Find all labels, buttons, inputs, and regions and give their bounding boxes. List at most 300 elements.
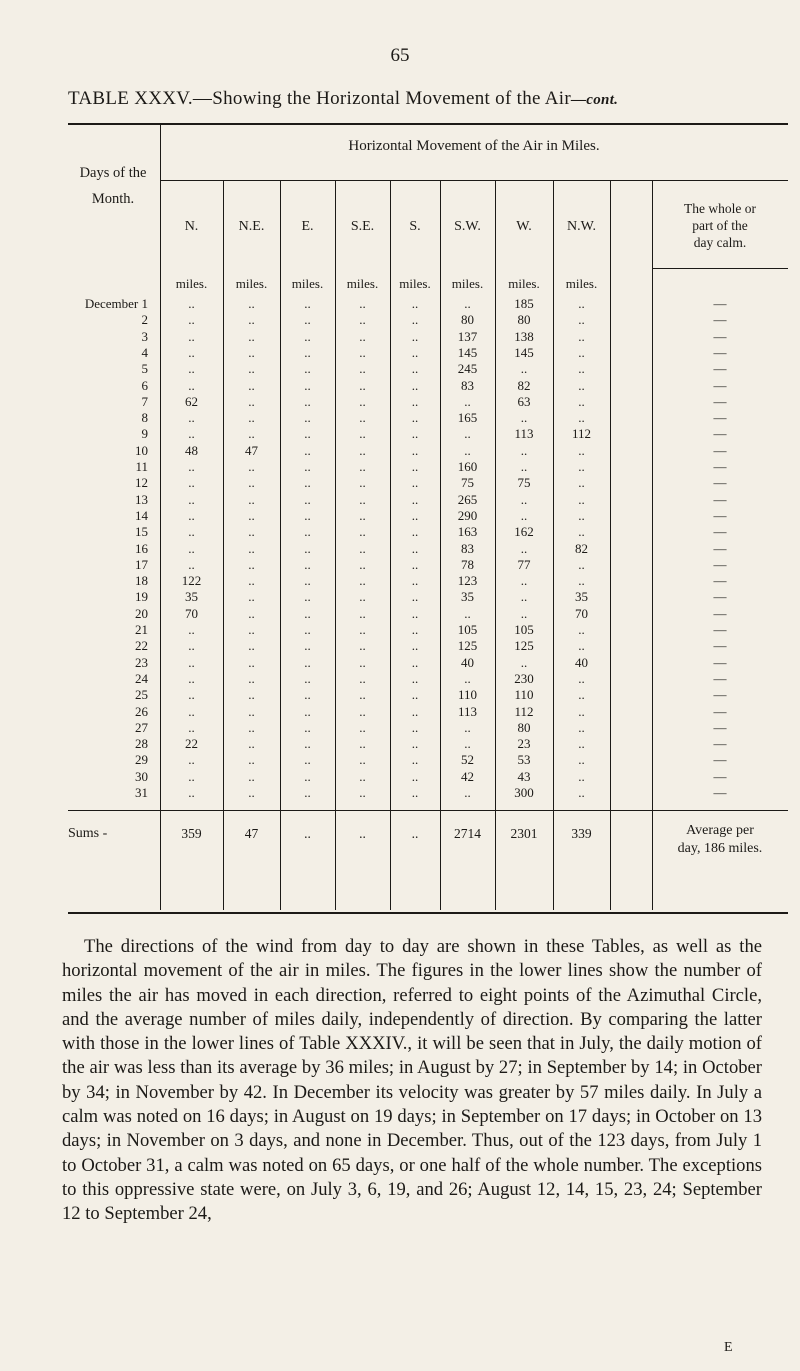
row-cell: .. [411,524,419,540]
row-cell: 105 [457,622,478,637]
row-cell: .. [411,670,419,686]
group-header: Horizontal Movement of the Air in Miles. [348,138,600,154]
row-day: 14 [135,507,148,523]
row-calm: — [713,507,727,523]
unit-label: miles. [235,276,268,291]
row-cell: .. [578,703,585,719]
row-cell: .. [359,312,366,328]
row-day: 23 [135,654,148,670]
column-header: S.E. [350,219,375,234]
row-cell: 70 [185,605,198,621]
row-cell: .. [411,654,419,670]
row-day: 6 [141,377,148,393]
row-cell: 138 [514,328,534,344]
row-cell: 62 [185,393,198,409]
average-line2: day, 186 miles. [677,841,763,856]
calm-header-rule [652,268,788,269]
row-cell: .. [248,638,255,654]
row-calm: — [713,524,727,540]
row-cell: .. [359,328,366,344]
row-day: 30 [135,768,148,784]
row-day: 22 [135,638,148,654]
row-cell: .. [304,410,311,426]
row-cell: .. [304,605,311,621]
row-cell: .. [578,442,585,458]
row-cell: 110 [457,687,478,703]
unit-label: miles. [451,276,484,291]
row-cell: .. [359,589,366,605]
row-cell: .. [359,556,366,572]
row-cell: 137 [457,328,478,344]
row-calm: — [713,605,727,621]
row-cell: .. [188,344,195,360]
row-calm: — [713,752,727,768]
sum-cell: 2714 [454,826,481,841]
row-cell: .. [411,736,419,752]
row-cell: .. [359,785,366,800]
row-cell: .. [248,344,255,360]
row-cell: .. [248,328,255,344]
row-cell: .. [359,344,366,360]
row-calm: — [713,393,727,409]
row-cell: 230 [514,670,534,686]
row-calm: — [713,312,727,328]
row-day: 4 [141,344,148,360]
calm-header [652,200,788,251]
row-cell: .. [578,361,585,377]
row-cell: .. [578,752,585,768]
unit-label: miles. [565,276,598,291]
row-cell: 82 [575,540,588,556]
unit-label: miles. [175,276,208,291]
row-cell: .. [411,296,419,311]
row-calm: — [713,459,727,474]
row-day: 17 [135,556,148,572]
row-cell: .. [578,377,585,393]
row-cell: 80 [517,719,531,735]
column-divider [610,180,611,910]
row-cell: .. [411,605,419,621]
row-cell: .. [411,491,419,507]
row-cell: 43 [517,768,531,784]
row-cell: .. [578,507,585,523]
row-cell: .. [304,426,311,442]
row-cell: .. [359,540,366,556]
row-calm: — [713,491,727,507]
unit-label: miles. [399,276,431,291]
row-cell: .. [520,459,528,474]
row-cell: 42 [461,768,474,784]
row-cell: .. [359,573,366,589]
column-header: N.W. [566,219,597,234]
row-cell: .. [304,361,311,377]
row-cell: 123 [457,573,478,589]
row-cell: 113 [457,703,478,719]
row-calm: — [713,344,727,360]
row-cell: .. [248,573,255,589]
row-cell: 145 [514,344,534,360]
row-cell: .. [188,622,195,637]
sums-rule [68,810,788,811]
row-calm: — [713,442,727,458]
row-cell: .. [578,344,585,360]
row-cell: .. [578,556,585,572]
row-cell: .. [464,719,471,735]
calm-header-line2: part of the [692,218,748,233]
row-cell: .. [188,670,195,686]
row-cell: 70 [575,605,588,621]
row-day: 29 [135,752,148,768]
row-cell: .. [188,296,195,311]
row-cell: .. [411,752,419,768]
row-calm: — [713,638,727,654]
row-cell: .. [464,736,471,752]
sum-cell: .. [304,826,311,841]
row-cell: .. [359,507,366,523]
row-cell: .. [578,524,585,540]
row-cell: .. [248,622,255,637]
row-cell: .. [248,703,255,719]
row-day: 12 [135,475,148,491]
body-text [62,935,762,1227]
sum-cell: 47 [244,826,259,841]
row-cell: .. [520,573,528,589]
row-cell: 110 [514,687,534,703]
row-cell: .. [304,393,311,409]
row-cell: .. [578,475,585,491]
row-cell: .. [359,426,366,442]
row-cell: .. [359,622,366,637]
row-cell: .. [411,785,419,800]
row-cell: .. [520,540,528,556]
column-header: N.E. [238,219,265,234]
row-cell: .. [520,442,528,458]
row-cell: 300 [514,785,534,800]
unit-label: miles. [291,276,324,291]
row-cell: .. [248,361,255,377]
row-cell: .. [248,296,255,311]
row-day: 25 [135,687,148,703]
row-cell: .. [359,719,366,735]
row-cell: .. [248,670,255,686]
row-header-line2: Month. [91,191,135,207]
row-cell: .. [248,687,255,703]
row-header-line1: Days of the [79,165,147,181]
row-cell: .. [411,768,419,784]
row-cell: .. [304,491,311,507]
row-cell: .. [304,344,311,360]
row-cell: .. [304,573,311,589]
row-calm: — [713,296,727,311]
row-cell: .. [359,410,366,426]
row-cell: .. [411,361,419,377]
row-cell: .. [304,475,311,491]
page-number: 65 [390,45,410,66]
row-cell: 40 [575,654,588,670]
row-cell: .. [359,654,366,670]
row-cell: 163 [457,524,478,540]
row-calm: — [713,328,727,344]
unit-label: miles. [346,276,379,291]
row-calm: — [713,589,727,605]
row-cell: .. [248,507,255,523]
row-cell: .. [188,507,195,523]
row-cell: .. [411,312,419,328]
row-cell: .. [248,524,255,540]
row-cell: .. [248,589,255,605]
row-cell: .. [359,491,366,507]
row-cell: 75 [461,475,474,491]
row-cell: .. [359,296,366,311]
row-cell: .. [188,540,195,556]
row-cell: .. [188,491,195,507]
row-cell: .. [188,524,195,540]
row-day: December 1 [84,296,148,311]
row-cell: .. [359,442,366,458]
row-day: 5 [141,361,148,377]
column-header: E. [301,219,314,234]
row-day: 3 [141,328,148,344]
row-cell: 23 [517,736,531,752]
row-calm: — [713,426,727,442]
row-cell: .. [304,752,311,768]
row-cell: 83 [461,377,474,393]
row-cell: 125 [457,638,478,654]
row-cell: 160 [457,459,478,474]
row-cell: .. [359,377,366,393]
row-day: 9 [141,426,148,442]
sum-cell: 2301 [510,826,538,841]
row-cell: .. [464,670,471,686]
row-day: 31 [135,785,148,800]
row-cell: .. [520,361,528,377]
row-cell: 77 [517,556,531,572]
row-cell: 245 [457,361,478,377]
column-header: W. [516,219,532,234]
row-cell: .. [188,752,195,768]
row-day: 27 [135,719,148,735]
row-cell: .. [304,785,311,800]
row-cell: .. [304,524,311,540]
row-cell: 47 [245,442,258,458]
row-cell: 22 [185,736,198,752]
row-cell: .. [304,328,311,344]
row-day: 15 [135,524,148,540]
row-cell: .. [304,296,311,311]
row-cell: .. [359,524,366,540]
row-cell: .. [248,556,255,572]
row-header [68,160,158,212]
row-calm: — [713,377,727,393]
row-cell: 80 [517,312,531,328]
row-cell: .. [304,589,311,605]
row-cell: 75 [517,475,531,491]
row-cell: 122 [181,573,202,589]
table-title-cont: —cont. [571,92,619,108]
row-cell: .. [359,736,366,752]
row-calm: — [713,622,727,637]
row-cell: .. [304,442,311,458]
row-cell: .. [411,377,419,393]
row-cell: .. [359,475,366,491]
row-calm: — [713,670,727,686]
row-cell: .. [304,638,311,654]
row-cell: .. [359,670,366,686]
row-cell: .. [304,459,311,474]
row-cell: .. [578,573,585,589]
row-cell: .. [578,670,585,686]
table-bottom-rule [68,912,788,914]
sum-cell: .. [359,826,366,841]
row-cell: 35 [575,589,588,605]
row-cell: .. [411,459,419,474]
row-cell: .. [464,442,471,458]
row-day: 20 [135,605,148,621]
row-cell: .. [188,556,195,572]
row-cell: .. [188,654,195,670]
row-cell: .. [248,719,255,735]
row-cell: .. [359,638,366,654]
row-cell: .. [578,491,585,507]
row-day: 2 [141,312,148,328]
row-cell: 265 [457,491,478,507]
column-header: S. [409,219,421,234]
row-cell: .. [464,426,471,442]
row-cell: 145 [457,344,478,360]
table-title-text: TABLE XXXV.—Showing the Horizontal Movement of the Air [68,88,571,109]
row-cell: 165 [457,410,478,426]
row-cell: .. [411,442,419,458]
row-cell: .. [248,605,255,621]
row-cell: .. [304,654,311,670]
row-cell: .. [304,622,311,637]
row-cell: .. [188,312,195,328]
row-cell: 112 [571,426,592,442]
row-cell: .. [188,719,195,735]
row-cell: .. [411,475,419,491]
row-cell: .. [304,670,311,686]
row-cell: .. [411,344,419,360]
row-cell: 83 [461,540,474,556]
column-header: N. [184,219,199,234]
calm-header-line1: The whole or [684,201,756,216]
row-cell: .. [188,638,195,654]
row-cell: .. [304,736,311,752]
row-calm: — [713,785,727,800]
page-signature: E [724,1340,733,1355]
row-cell: .. [464,785,471,800]
row-cell: .. [359,768,366,784]
row-cell: .. [578,719,585,735]
row-calm: — [713,361,727,377]
row-day: 10 [135,442,148,458]
row-cell: .. [248,426,255,442]
row-cell: .. [188,361,195,377]
row-cell: 35 [185,589,198,605]
row-cell: .. [304,719,311,735]
column-header: S.W. [454,219,481,234]
row-cell: .. [359,459,366,474]
row-cell: .. [188,426,195,442]
row-cell: .. [578,328,585,344]
row-cell: .. [578,687,585,703]
row-cell: .. [578,312,585,328]
row-cell: .. [359,703,366,719]
row-cell: .. [411,638,419,654]
group-header-rule [160,180,788,181]
row-cell: .. [248,491,255,507]
row-cell: .. [304,377,311,393]
row-cell: .. [411,556,419,572]
row-cell: .. [578,622,585,637]
row-day: 7 [141,393,148,409]
row-cell: .. [578,393,585,409]
row-cell: .. [304,312,311,328]
row-cell: .. [578,296,585,311]
row-day: 28 [135,736,148,752]
row-cell: .. [578,768,585,784]
row-cell: 63 [517,393,531,409]
row-cell: .. [188,475,195,491]
sum-cell: .. [411,826,419,841]
row-cell: .. [188,377,195,393]
row-cell: .. [304,556,311,572]
row-cell: .. [188,687,195,703]
row-cell: .. [520,507,528,523]
row-cell: .. [578,638,585,654]
row-cell: .. [359,361,366,377]
sum-cell: 339 [571,826,592,841]
row-calm: — [713,475,727,491]
row-cell: .. [520,605,528,621]
row-cell: .. [248,312,255,328]
row-cell: .. [411,687,419,703]
average-note [652,822,788,858]
row-cell: .. [411,622,419,637]
row-cell: .. [411,426,419,442]
row-cell: .. [304,703,311,719]
row-cell: .. [248,393,255,409]
unit-label: miles. [508,276,540,291]
row-cell: 185 [514,296,534,311]
row-cell: 112 [514,703,534,719]
row-cell: .. [248,410,255,426]
row-cell: .. [411,328,419,344]
row-cell: .. [520,589,528,605]
row-cell: 113 [514,426,534,442]
sums-label: Sums - [68,826,108,841]
row-cell: .. [520,491,528,507]
row-cell: 52 [461,752,474,768]
row-cell: .. [520,654,528,670]
row-cell: 80 [461,312,474,328]
row-cell: .. [248,475,255,491]
row-cell: .. [304,540,311,556]
row-cell: .. [248,377,255,393]
row-cell: .. [411,393,419,409]
row-cell: .. [248,540,255,556]
row-cell: .. [248,785,255,800]
row-cell: .. [248,459,255,474]
row-cell: .. [304,768,311,784]
row-cell: .. [578,459,585,474]
body-paragraph: The directions of the wind from day to day are shown in these Tables, as well as the horizontal movement of the air in miles. The figures in the lower lines show the number of miles the air has moved in each direction, referred to eight points of the Azimuthal Circle, and the average number of miles daily, independently of direction. By comparing the latter with those in the lower lines of Table XXXIV., it will be seen that in July, the daily motion of the air was less than its average by 36 miles; in August by 27; in September by 14; in October by 34; in November by 42. In December its velocity was greater by 57 miles daily. In July a calm was noted on 16 days; in August on 19 days; in September on 17 days; in October on 13 days; in November on 3 days, and none in December. Thus, out of the 123 days, from July 1 to October 31, a calm was noted on 65 days, or one half of the whole number. The exceptions to this oppressive state were, on July 3, 6, 19, and 26; August 12, 14, 15, 23, 24; September 12 to September 24, [62,936,762,1225]
row-cell: 162 [514,524,534,540]
row-cell: .. [411,719,419,735]
row-cell: .. [411,703,419,719]
row-cell: .. [188,768,195,784]
row-calm: — [713,556,727,572]
